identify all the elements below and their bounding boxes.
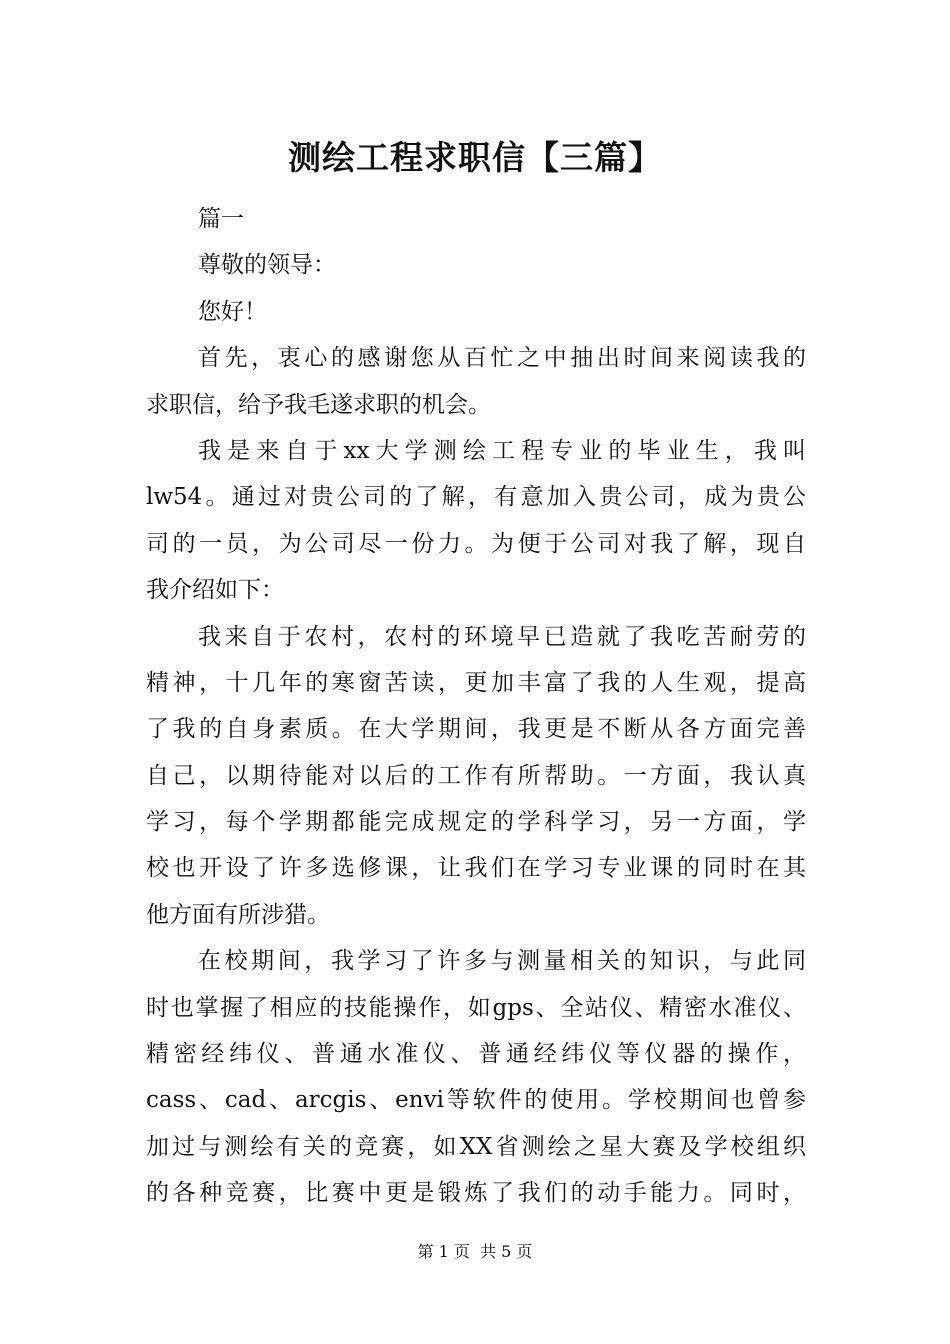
paragraph-line: 我是来自于xx大学测绘工程专业的毕业生，我叫 (198, 437, 806, 464)
paragraph-line: 司的一员，为公司尽一份力。为便于公司对我了解，现自 (146, 530, 806, 557)
paragraph-line: 了我的自身素质。在大学期间，我更是不断从各方面完善 (146, 716, 806, 743)
paragraph-line: 我介绍如下： (146, 577, 284, 604)
document-title: 测绘工程求职信【三篇】 (288, 138, 662, 177)
section-heading: 篇一 (198, 206, 244, 232)
page-footer (0, 1240, 950, 1264)
document-body (146, 196, 806, 1217)
paragraph-line: 他方面有所涉猎。 (146, 901, 330, 928)
salutation: 尊敬的领导： (198, 252, 336, 279)
paragraph-line: 精神，十几年的寒窗苦读，更加丰富了我的人生观，提高 (146, 669, 806, 696)
paragraph-line: cass、cad、arcgis、envi等软件的使用。学校期间也曾参 (146, 1087, 806, 1114)
paragraph-line: 求职信，给予我毛遂求职的机会。 (146, 391, 491, 418)
paragraph-line: 校也开设了许多选修课，让我们在学习专业课的同时在其 (146, 855, 806, 882)
paragraph-line: 的各种竞赛，比赛中更是锻炼了我们的动手能力。同时， (146, 1180, 806, 1207)
paragraph-line: 自己，以期待能对以后的工作有所帮助。一方面，我认真 (146, 762, 806, 789)
page-number: 第 1 页 共 5 页 (417, 1242, 533, 1261)
paragraph-line: lw54。通过对贵公司的了解，有意加入贵公司，成为贵公 (146, 484, 806, 511)
paragraph-line: 首先，衷心的感谢您从百忙之中抽出时间来阅读我的 (198, 345, 806, 372)
paragraph-line: 学习，每个学期都能完成规定的学科学习，另一方面，学 (146, 809, 806, 836)
paragraph-line: 加过与测绘有关的竞赛，如XX省测绘之星大赛及学校组织 (146, 1133, 806, 1160)
greeting: 您好！ (198, 298, 267, 325)
paragraph-line: 我来自于农村，农村的环境早已造就了我吃苦耐劳的 (198, 623, 806, 650)
paragraph-line: 精密经纬仪、普通水准仪、普通经纬仪等仪器的操作， (146, 1041, 806, 1068)
paragraph-line: 时也掌握了相应的技能操作，如gps、全站仪、精密水准仪、 (146, 994, 806, 1021)
paragraph-line: 在校期间，我学习了许多与测量相关的知识，与此同 (198, 948, 806, 975)
